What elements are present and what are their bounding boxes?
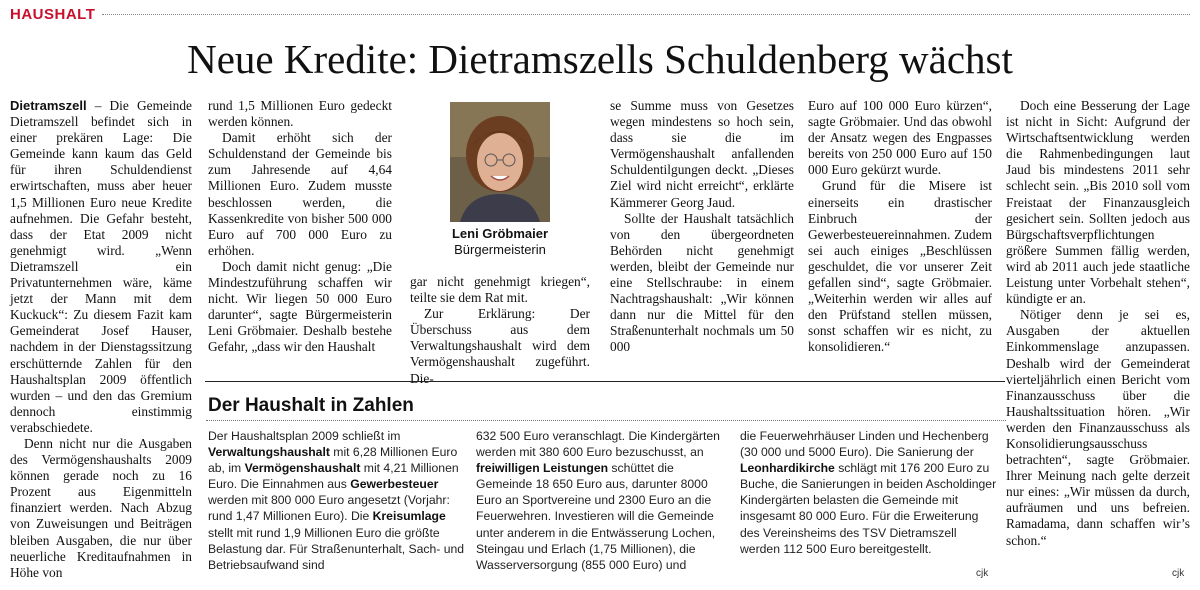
paragraph: Grund für die Misere ist einerseits ein drastischer Einbruch der Gewerbesteuereinnahmen. Zudem sei auch einiges „Beschlüssen geschuldet, die vor unserer Zeit gefallen sind“, sagte Gröbmaier. „Weiterhin werden wir alles auf den Prüfstand stellen müssen, sonst schaffen wir es nicht, zu konsolidieren.“ bbox=[808, 178, 992, 355]
paragraph: rund 1,5 Millionen Euro gedeckt werden können. bbox=[208, 98, 392, 130]
portrait-photo bbox=[450, 102, 550, 222]
article-column-4 bbox=[610, 98, 794, 356]
box-column-3: die Feuerwehrhäuser Linden und Hechenberg (30 000 und 5000 Euro). Die Sanierung der Leonhardikirche schlägt mit 176 200 Euro zu Buche, die Sanierungen in beiden Ascholdinger Kindergärten belasten die Gemeinde mit insgesamt 80 000 Euro. Für die Erweiterung des Vereinsheims des TSV Dietramszell werden 112 500 Euro bereitgestellt. bbox=[740, 429, 997, 556]
caption-role: Bürgermeisterin bbox=[454, 242, 546, 257]
section-divider bbox=[102, 14, 1190, 15]
paragraph: Damit erhöht sich der Schuldenstand der Gemeinde bis zum Jahresende auf 4,64 Millionen Euro. Zudem musste beschlossen werden, die Kassenkredite von bisher 500 000 Euro auf 700 000 Euro zu erhöhen. bbox=[208, 130, 392, 258]
dateline: Dietramszell bbox=[10, 98, 87, 113]
box-signature: cjk bbox=[976, 568, 989, 579]
box-column-1: Der Haushaltsplan 2009 schließt im Verwaltungshaushalt mit 6,28 Millionen Euro ab, im Vermögenshaushalt mit 4,21 Millionen Euro. Die Einnahmen aus Gewerbesteuer werden mit 800 000 Euro angesetzt (Vorjahr: rund 1,47 Millionen Euro). Die Kreisumlage stellt mit rund 1,9 Millionen Euro die größte Belastung dar. Für Straßenunterhalt, Sach- und Betriebsaufwand sind bbox=[208, 429, 465, 572]
paragraph: gar nicht genehmigt kriegen“, teilte sie dem Rat mit. bbox=[410, 274, 590, 306]
caption-name: Leni Gröbmaier bbox=[451, 226, 549, 241]
article-column-1 bbox=[10, 98, 192, 581]
paragraph: Denn nicht nur die Ausgaben des Vermögenshaushalts 2009 können gerade noch zu 16 Prozent aus Eigenmitteln finanziert werden. Nach Abzug von Zuweisungen und Beiträgen bleiben Ausgaben, die nur über neuerliche Kreditaufnahmen in Höhe von bbox=[10, 435, 192, 580]
box-top-rule bbox=[205, 381, 1005, 382]
portrait-image bbox=[450, 102, 550, 222]
headline: Neue Kredite: Dietramszells Schuldenberg wächst bbox=[187, 36, 1013, 82]
article-column-5 bbox=[808, 98, 992, 356]
paragraph: Sollte der Haushalt tatsächlich von den übergeordneten Behörden nicht genehmigt werden, bleibt der Gemeinde nur eine Stellschraube: in einem Nachtragshaushalt: „Wir können dann nur die Mittel für den Straßenunterhalt nochmals um 50 000 bbox=[610, 210, 794, 355]
box-title-divider bbox=[206, 420, 1006, 421]
paragraph: se Summe muss von Gesetzes wegen mindestens so hoch sein, dass sie die im Vermögenshaushalt anfallenden Schuldentilgungen deckt. „Dieses Ziel wird nicht erreicht“, erklärte Kämmerer Georg Jaud. bbox=[610, 98, 794, 210]
photo-caption bbox=[410, 226, 590, 258]
article-column-6 bbox=[1006, 98, 1190, 549]
author-signature: cjk bbox=[1172, 568, 1185, 579]
section-label: HAUSHALT bbox=[10, 6, 96, 23]
paragraph: Dietramszell – Die Gemeinde Dietramszell befindet sich in einer prekären Lage: Die Gemeinde kann kaum das Geld für ihren Schuldendienst erwirtschaften, muss aber heuer 1,5 Millionen Euro neue Kredite aufnehmen. Die Gefahr besteht, dass der Etat 2009 nicht genehmigt wird. „Wenn Dietramszell ein Privatunternehmen wäre, käme jetzt der Mann mit dem Kuckuck“: Zu diesem Fazit kam Gemeinderat Josef Hauser, nachdem in der Dienstagssitzung erschütternde Zahlen für den Haushaltsplan 2009 öffentlich wurden – und den das Gremium dennoch einstimmig verabschiedete. bbox=[10, 98, 192, 435]
box-title: Der Haushalt in Zahlen bbox=[208, 395, 414, 416]
paragraph: Euro auf 100 000 Euro kürzen“, sagte Gröbmaier. Und das obwohl der Ansatz wegen des Engpasses bereits von 250 000 Euro auf 150 000 Euro gekürzt wurde. bbox=[808, 98, 992, 178]
paragraph: Zur Erklärung: Der Überschuss aus dem Verwaltungshaushalt wird dem Vermögenshaushalt zugeführt. Die- bbox=[410, 306, 590, 386]
paragraph: Doch eine Besserung der Lage ist nicht in Sicht: Aufgrund der Wirtschaftsentwicklung werden die Rahmenbedingungen laut Jaud bis mindestens 2011 sehr schlecht sein. „Bis 2010 soll vom Freistaat der Finanzausgleich gesichert sein. Sollten jedoch aus Bürgschaftsverpflichtungen größere Summen fällig werden, wird ab 2011 auch jede staatliche Leistung unter Vorbehalt stehen“, kündigte er an. bbox=[1006, 98, 1190, 307]
article-column-2 bbox=[208, 98, 392, 356]
article-column-3 bbox=[410, 274, 590, 387]
paragraph: Doch damit nicht genug: „Die Mindestzuführung schaffen wir nicht. Wir liegen 50 000 Euro darunter“, sagte Bürgermeisterin Leni Gröbmaier. Deshalb bestehe Gefahr, „dass wir den Haushalt bbox=[208, 258, 392, 355]
box-column-2: 632 500 Euro veranschlagt. Die Kindergärten werden mit 380 600 Euro bezuschusst, an freiwilligen Leistungen schüttet die Gemeinde 18 650 Euro aus, darunter 8000 Euro an Sportvereine und 2300 Euro an die Feuerwehren. Investieren will die Gemeinde unter anderem in die Entwässerung Lochen, Steingau und Erlach (1,75 Millionen), die Wasserversorgung (855 000 Euro) und bbox=[476, 429, 720, 572]
paragraph: Nötiger denn je sei es, Ausgaben der aktuellen Einkommenslage anzupassen. Deshalb wird der Gemeinderat vierteljährlich einen Bericht vom Finanzausschuss über die Haushaltssituation hören. „Wir werden den Finanzausschuss als Konsolidierungsausschuss betrachten“, sagte Gröbmaier. Ihrer Meinung nach gelte derzeit nur eines: „Wir müssen da durch, aufräumen und uns befreien. Ramadama, dann schaffen wir’s schon.“ bbox=[1006, 307, 1190, 548]
